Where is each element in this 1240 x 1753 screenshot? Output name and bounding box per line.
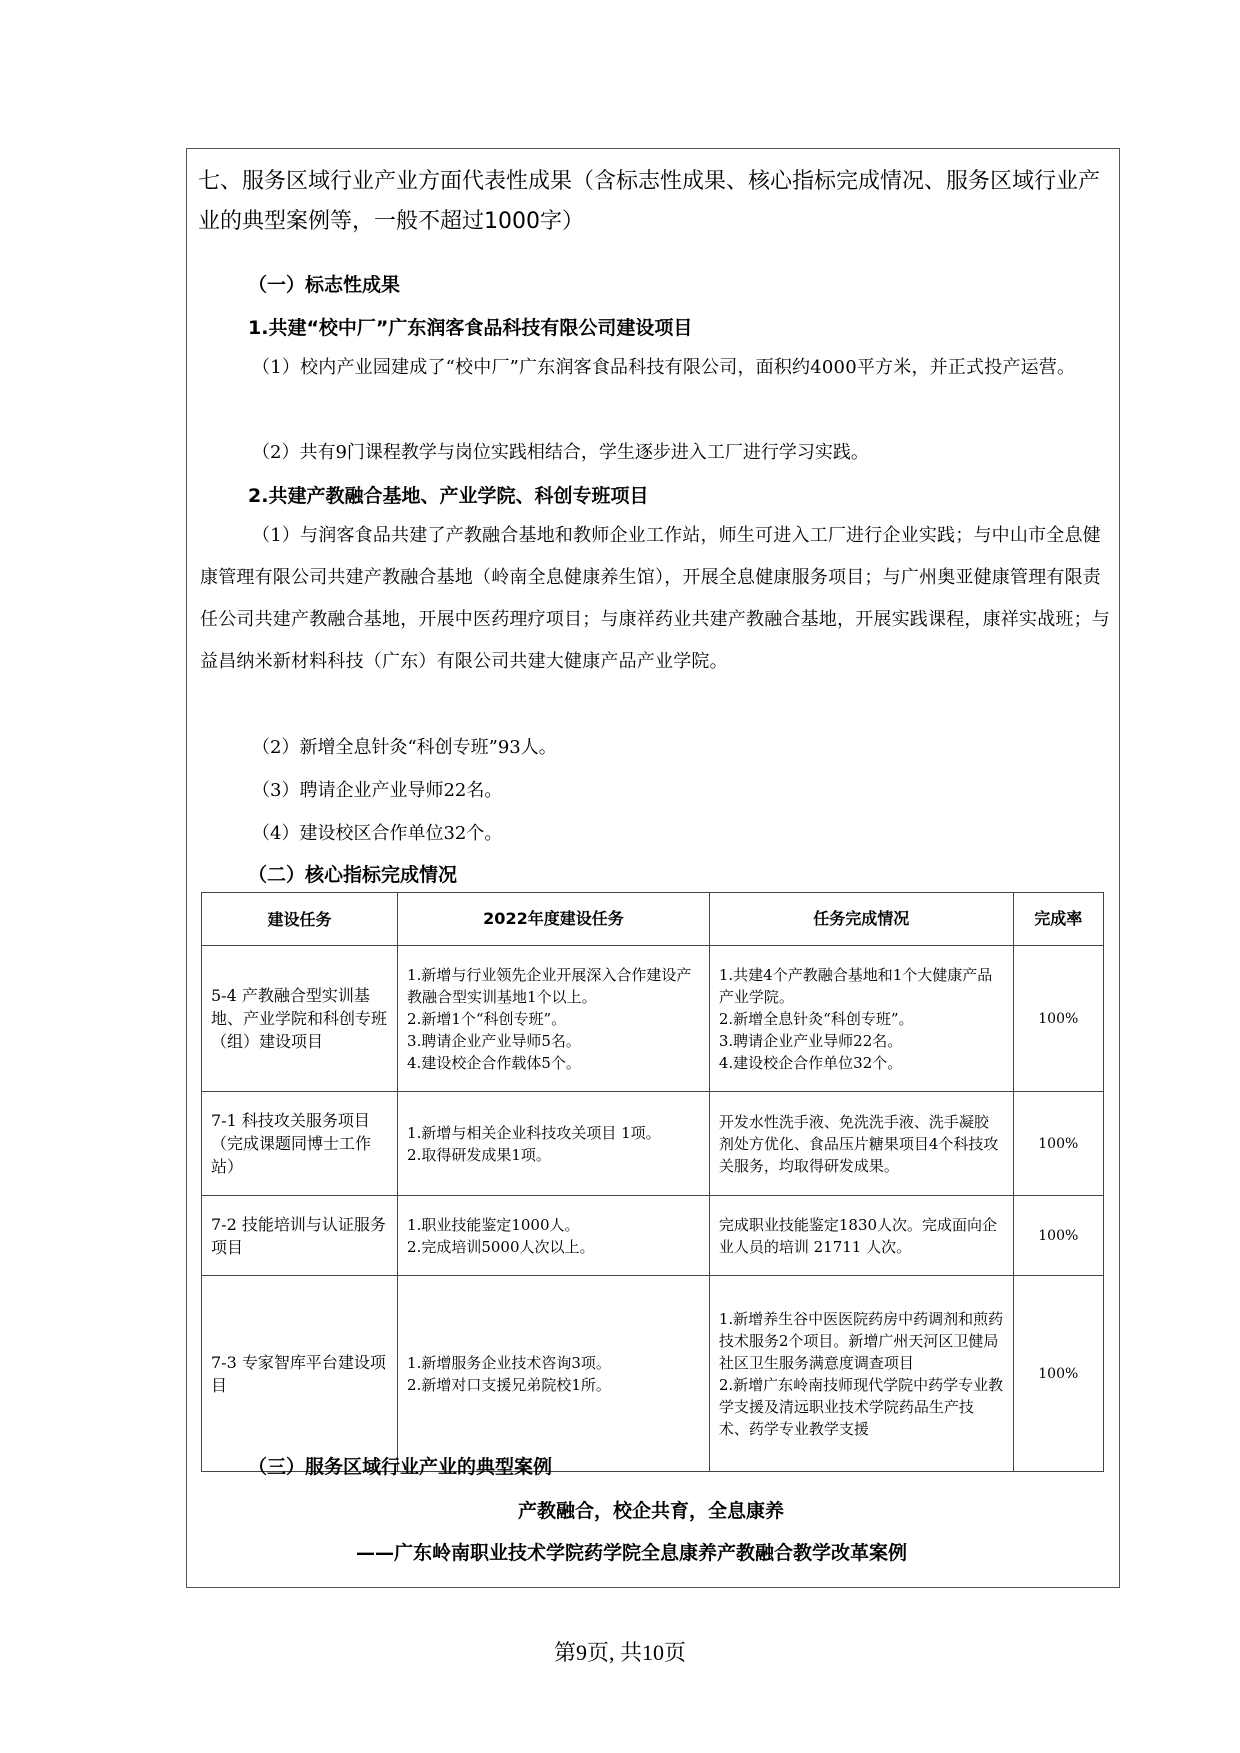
row-req: [398, 1276, 710, 1472]
table-row: [202, 1276, 1104, 1472]
section2-title: （二）核心指标完成情况: [248, 864, 458, 886]
done-line: 完成职业技能鉴定1830人次。完成面向企业人员的培训 21711 人次。: [718, 1215, 998, 1256]
row-task: 7-1 科技攻关服务项目（完成课题同博士工作站）: [202, 1092, 398, 1196]
row-done: [709, 1092, 1013, 1196]
row-task: 7-3 专家智库平台建设项目: [202, 1276, 398, 1472]
section1-sub2: 2.共建产教融合基地、产业学院、科创专班项目: [248, 485, 649, 507]
case-title: 产教融合，校企共育，全息康养: [518, 1500, 785, 1522]
row-req: [398, 1092, 710, 1196]
req-line: 3.聘请企业产业导师5名。: [407, 1031, 581, 1050]
table-row: [202, 1196, 1104, 1276]
row-rate: 100%: [1013, 1092, 1103, 1196]
section1-sub1: 1.共建“校中厂”广东润客食品科技有限公司建设项目: [248, 317, 693, 339]
req-line: 2.完成培训5000人次以上。: [407, 1237, 595, 1256]
done-line: 1.新增养生谷中医医院药房中药调剂和煎药技术服务2个项目。新增广州天河区卫健局社区卫生服务满意度调查项目: [718, 1309, 1004, 1372]
req-line: 2.取得研发成果1项。: [407, 1145, 551, 1164]
header-req: 2022年度建设任务: [398, 893, 710, 946]
section1-p1: （1）校内产业园建成了“校中厂”广东润客食品科技有限公司，面积约4000平方米，并正式投产运营。: [252, 357, 1076, 378]
section1-p2: （2）共有9门课程教学与岗位实践相结合，学生逐步进入工厂进行学习实践。: [252, 442, 869, 463]
section-heading: 七、服务区域行业产业方面代表性成果（含标志性成果、核心指标完成情况、服务区域行业产业的典型案例等，一般不超过1000字）: [198, 169, 1101, 234]
section1-p3: （1）与润客食品共建了产教融合基地和教师企业工作站，师生可进入工厂进行企业实践；与中山市全息健康管理有限公司共建产教融合基地（岭南全息健康养生馆），开展全息健康服务项目；与广州奥亚健康管理有限责任公司共建产教融合基地，开展中医药理疗项目；与康祥药业共建产教融合基地，开展实践课程，康祥实战班；与益昌纳米新材料科技（广东）有限公司共建大健康产品产业学院。: [200, 525, 1110, 672]
section1-p5: （3）聘请企业产业导师22名。: [252, 780, 503, 801]
row-done: [709, 946, 1013, 1092]
table-row: [202, 946, 1104, 1092]
done-line: 3.聘请企业产业导师22名。: [718, 1031, 903, 1050]
req-line: 2.新增1个“科创专班”。: [407, 1009, 567, 1028]
done-line: 4.建设校企合作单位32个。: [718, 1053, 903, 1072]
header-task: 建设任务: [202, 893, 398, 946]
req-line: 1.新增与行业领先企业开展深入合作建设产教融合型实训基地1个以上。: [407, 965, 692, 1006]
section1-p6: （4）建设校区合作单位32个。: [252, 823, 503, 844]
req-line: 2.新增对口支援兄弟院校1所。: [407, 1375, 611, 1394]
req-line: 1.职业技能鉴定1000人。: [407, 1215, 580, 1234]
done-line: 开发水性洗手液、免洗洗手液、洗手凝胶剂处方优化、食品压片糖果项目4个科技攻关服务，均取得研发成果。: [718, 1112, 999, 1175]
section1-title: （一）标志性成果: [248, 274, 401, 296]
row-req: [398, 1196, 710, 1276]
section1-p4: （2）新增全息针灸“科创专班”93人。: [252, 737, 557, 758]
row-done: [709, 1276, 1013, 1472]
table-header-row: [202, 893, 1104, 946]
done-line: 2.新增全息针灸“科创专班”。: [718, 1009, 914, 1028]
req-line: 1.新增与相关企业科技攻关项目 1项。: [407, 1123, 661, 1142]
indicator-table: [201, 892, 1104, 1472]
header-done: 任务完成情况: [709, 893, 1013, 946]
row-req: [398, 946, 710, 1092]
row-rate: 100%: [1013, 1276, 1103, 1472]
req-line: 4.建设校企合作载体5个。: [407, 1053, 581, 1072]
row-task: 7-2 技能培训与认证服务项目: [202, 1196, 398, 1276]
row-done: [709, 1196, 1013, 1276]
case-subtitle: ——广东岭南职业技术学院药学院全息康养产教融合教学改革案例: [356, 1542, 908, 1564]
page-footer: 第9页, 共10页: [553, 1640, 686, 1665]
req-line: 1.新增服务企业技术咨询3项。: [407, 1353, 611, 1372]
table-row: [202, 1092, 1104, 1196]
row-rate: 100%: [1013, 1196, 1103, 1276]
row-task: 5-4 产教融合型实训基地、产业学院和科创专班（组）建设项目: [202, 946, 398, 1092]
done-line: 2.新增广东岭南技师现代学院中药学专业教学支援及清远职业技术学院药品生产技术、药学专业教学支援: [718, 1375, 1004, 1438]
header-rate: 完成率: [1013, 893, 1103, 946]
section3-title: （三）服务区域行业产业的典型案例: [248, 1456, 553, 1478]
row-rate: 100%: [1013, 946, 1103, 1092]
done-line: 1.共建4个产教融合基地和1个大健康产品产业学院。: [718, 965, 993, 1006]
